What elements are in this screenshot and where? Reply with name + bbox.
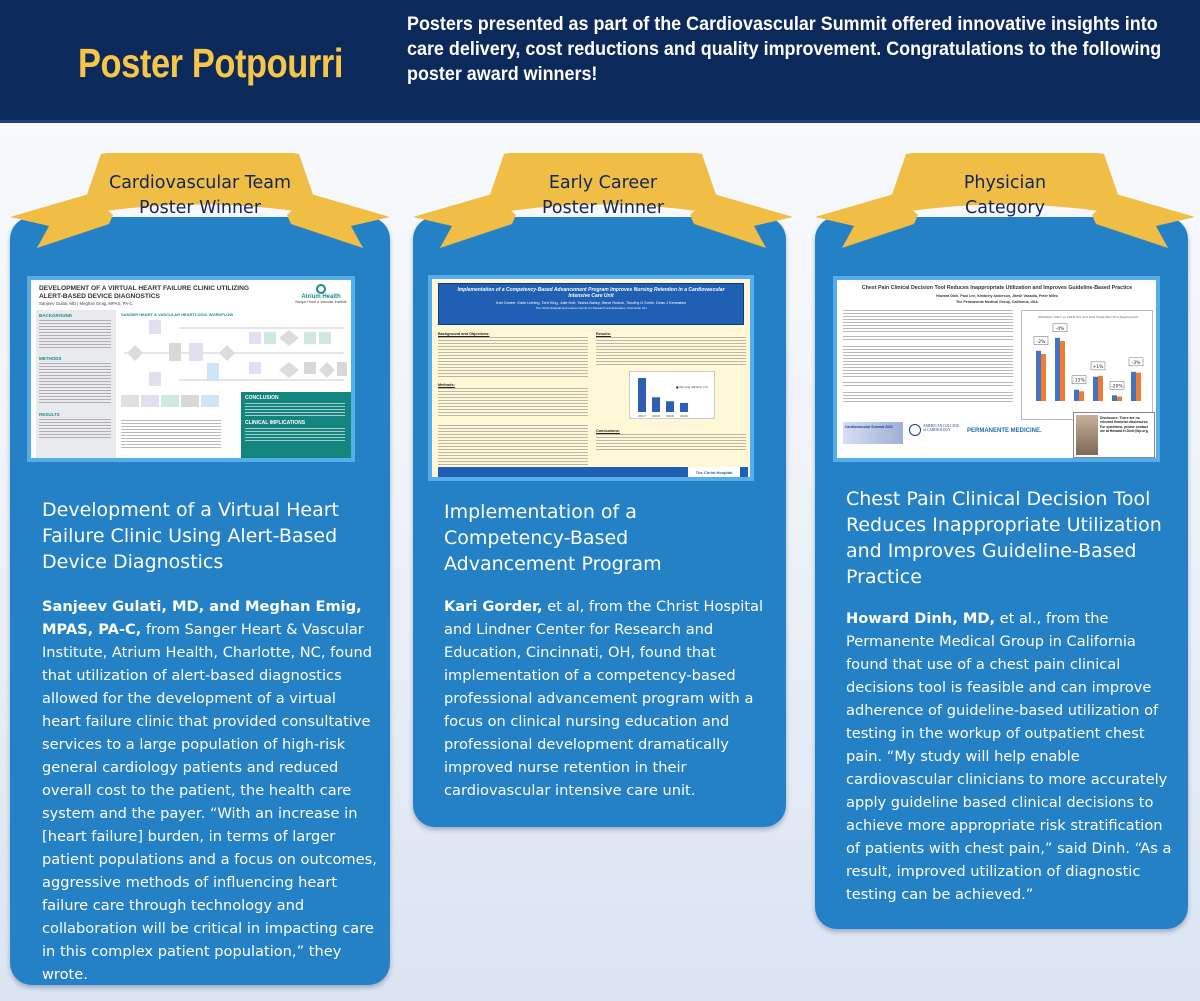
poster-left-column (36, 310, 116, 458)
poster-thumbnail-chest-pain-tool[interactable] (833, 276, 1160, 462)
chart-bar (1098, 376, 1103, 401)
ribbon-line1: Early Career (548, 173, 658, 193)
chart-tick-label: 2019 (666, 414, 674, 418)
change-label: -15% (1073, 378, 1085, 384)
award-ribbon (408, 153, 798, 253)
section-heading: Conclusions: (596, 429, 621, 433)
section-heading: RESULTS (39, 412, 60, 417)
change-label: -4% (1055, 326, 1065, 332)
poster-authors: Kari Gorder, Katie Liebing, Terri King, Julie Holt, Tashia Bailey, Steve Rudick, Timothy D Smith, Dean J Kereiakes (496, 301, 686, 305)
card-body (444, 595, 774, 802)
chart-title: Utilization 2017 vs 2018: Pre and Post Chest Pain Tool Deployment (1038, 315, 1138, 319)
section-heading: METHODS (39, 356, 62, 361)
ribbon-line1: Physician (963, 173, 1047, 193)
author-names: Howard Dinh, MD, (846, 610, 995, 627)
ribbon-line1: Cardiovascular Team (108, 173, 291, 193)
change-label: -20% (1111, 384, 1123, 390)
chart-bar (1136, 373, 1141, 401)
award-ribbon (810, 153, 1200, 253)
disclosure-box (1073, 412, 1155, 458)
conclusion-heading: CONCLUSION (245, 395, 279, 401)
card-title: Development of a Virtual Heart Failure Clinic Using Alert-Based Device Diagnostics (42, 499, 339, 573)
poster-affiliation: The Christ Hospital and Lindner Center for Research and Education, Cincinnati, OH (535, 306, 647, 310)
chart-bar (652, 397, 660, 412)
workflow-title: SANGER HEART & VASCULAR HEARTLOGIC WORKFLOW (121, 312, 234, 317)
poster-title: Implementation of a Competency-Based Advancement Program Improves Nursing Retention in a Cardiovascular Intensive Care Unit (457, 287, 725, 299)
workflow-diagram (119, 318, 351, 390)
conclusion-box (241, 392, 351, 458)
poster-title (39, 285, 269, 300)
implications-heading: CLINICAL IMPLICATIONS (245, 420, 306, 426)
author-names: Sanjeev Gulati, MD, and Meghan Emig, MPAS, PA-C, (42, 598, 362, 638)
legend-boxes (121, 392, 233, 410)
chart-tick-label: 2020 (680, 414, 688, 418)
chart-bar (666, 401, 674, 412)
chart-bar (1093, 377, 1098, 401)
chart-bar (1074, 390, 1079, 401)
chart-bar (1079, 391, 1084, 401)
ribbon-line2: Poster Winner (541, 198, 665, 218)
poster-thumbnail-virtual-hf-clinic[interactable] (27, 276, 355, 462)
chart-tick-label: 2018 (652, 414, 660, 418)
acc-logo: AMERICAN COLLEGE of CARDIOLOGY (923, 424, 960, 433)
change-label: -2% (1036, 339, 1046, 345)
chart-bar (1131, 372, 1136, 401)
change-label: -3% (1131, 360, 1141, 366)
ribbon-line2: Poster Winner (138, 198, 262, 218)
poster-authors: Sanjeev Gulati, MD | Meghan Emig, MPAS, PA-C (39, 301, 133, 306)
award-ribbon (5, 153, 395, 253)
card-body-text: from Sanger Heart & Vascular Institute, Atrium Health, Charlotte, NC, found that utilization of alert-based diagnostics allowed for the development of a virtual heart failure clinic that provided consultative services to a large population of high-risk general cardiology patients and reduced overall cost to the patient, the health care system and the payer. “With an increase in [heart failure] burden, in terms of larger patient populations and a focus on outcomes, aggressive methods of influencing heart failure care through technology and collaboration will be critical in impacting care in this complex patient population,” they wrote. (42, 621, 377, 983)
chart-bar (1117, 397, 1122, 401)
summit-logo: Cardiovascular Summit 2021 (843, 422, 903, 444)
author-names: Kari Gorder, (444, 598, 543, 615)
page-title: Poster Potpourri (78, 40, 344, 86)
card-body (846, 607, 1176, 906)
chart-legend: ■ Nursing attrition (%) (675, 385, 709, 389)
card-title: Chest Pain Clinical Decision Tool Reduces Inappropriate Utilization and Improves Guideline-Based Practice (846, 488, 1162, 588)
christ-hospital-logo: The Christ Hospital (688, 467, 740, 479)
chart-bar (1060, 341, 1065, 401)
permanente-logo: PERMANENTE MEDICINE. (967, 428, 1042, 434)
nursing-attrition-chart (629, 371, 715, 419)
card-body-text: et al., from the Permanente Medical Group in California found that use of a chest pain clinical decisions tool is feasible and can improve adherence of guideline-based utilization of testing in the workup of outpatient chest pain. “My study will help enable cardiovascular clinicians to more accurately apply guideline based clinical decisions to achieve more appropriate risk stratification of patients with chest pain,” said Dinh. “As a result, improved utilization of diagnostic testing can be achieved.” (846, 610, 1172, 903)
ribbon-line2: Category (965, 198, 1045, 218)
logo-text: Atrium Health (301, 294, 341, 300)
chart-bar (680, 403, 688, 412)
chart-bar (638, 378, 646, 412)
atrium-logo (293, 284, 349, 304)
chart-bar (1041, 354, 1046, 401)
utilization-chart (1021, 310, 1153, 420)
chart-bar (1112, 395, 1117, 401)
section-heading: Background and Objectives: (438, 332, 490, 336)
poster-title-line: ALERT-BASED DEVICE DIAGNOSTICS (39, 292, 160, 300)
poster-title: Chest Pain Clinical Decision Tool Reduces Inappropriate Utilization and Improves Guideline-Based Practice (861, 285, 1133, 291)
section-heading: BACKGROUND (39, 313, 72, 318)
card-body-text: et al, from the Christ Hospital and Lindner Center for Research and Education, Cincinnati, OH, found that implementation of a competency-based professional advancement program with a focus on clinical nursing education and professional development dramatically improved nurse retention in their cardiovascular intensive care unit. (444, 598, 764, 799)
poster-title-line: DEVELOPMENT OF A VIRTUAL HEART FAILURE CLINIC UTILIZING (39, 285, 250, 292)
section-heading: Methods: (438, 383, 455, 387)
poster-thumbnail-competency-program[interactable] (428, 275, 754, 481)
header-banner (0, 0, 1200, 123)
logo-subtext: Sanger Heart & Vascular Institute (295, 300, 347, 304)
card-body (42, 595, 377, 986)
change-label: +1% (1092, 364, 1104, 370)
acc-seal-icon (909, 424, 921, 436)
chart-tick-label: 2017 (638, 414, 646, 418)
author-photo (1076, 415, 1098, 455)
intro-text: Posters presented as part of the Cardiovascular Summit offered innovative insights into care delivery, cost reductions and quality improvement. Congratulations to the following poster award winners! (407, 13, 1162, 85)
poster-footer (438, 467, 748, 479)
chart-bar (1036, 351, 1041, 401)
section-heading: Results: (596, 332, 611, 336)
chart-bar (1055, 338, 1060, 401)
card-title: Implementation of a Competency-Based Advancement Program (444, 501, 662, 575)
poster-title-bar (438, 283, 744, 325)
poster-affiliation: The Permanente Medical Group, California, USA (955, 300, 1039, 304)
poster-authors: Howard Dinh, Paul Lee, Kimberly Anderson, Jitesh Vasadia, Peter Miles (936, 294, 1058, 298)
disclosure-text: Disclosure: There are no relevant financial disclosures. For questions, please contact me at Howard.H.Dinh@kp.org (1100, 416, 1149, 433)
